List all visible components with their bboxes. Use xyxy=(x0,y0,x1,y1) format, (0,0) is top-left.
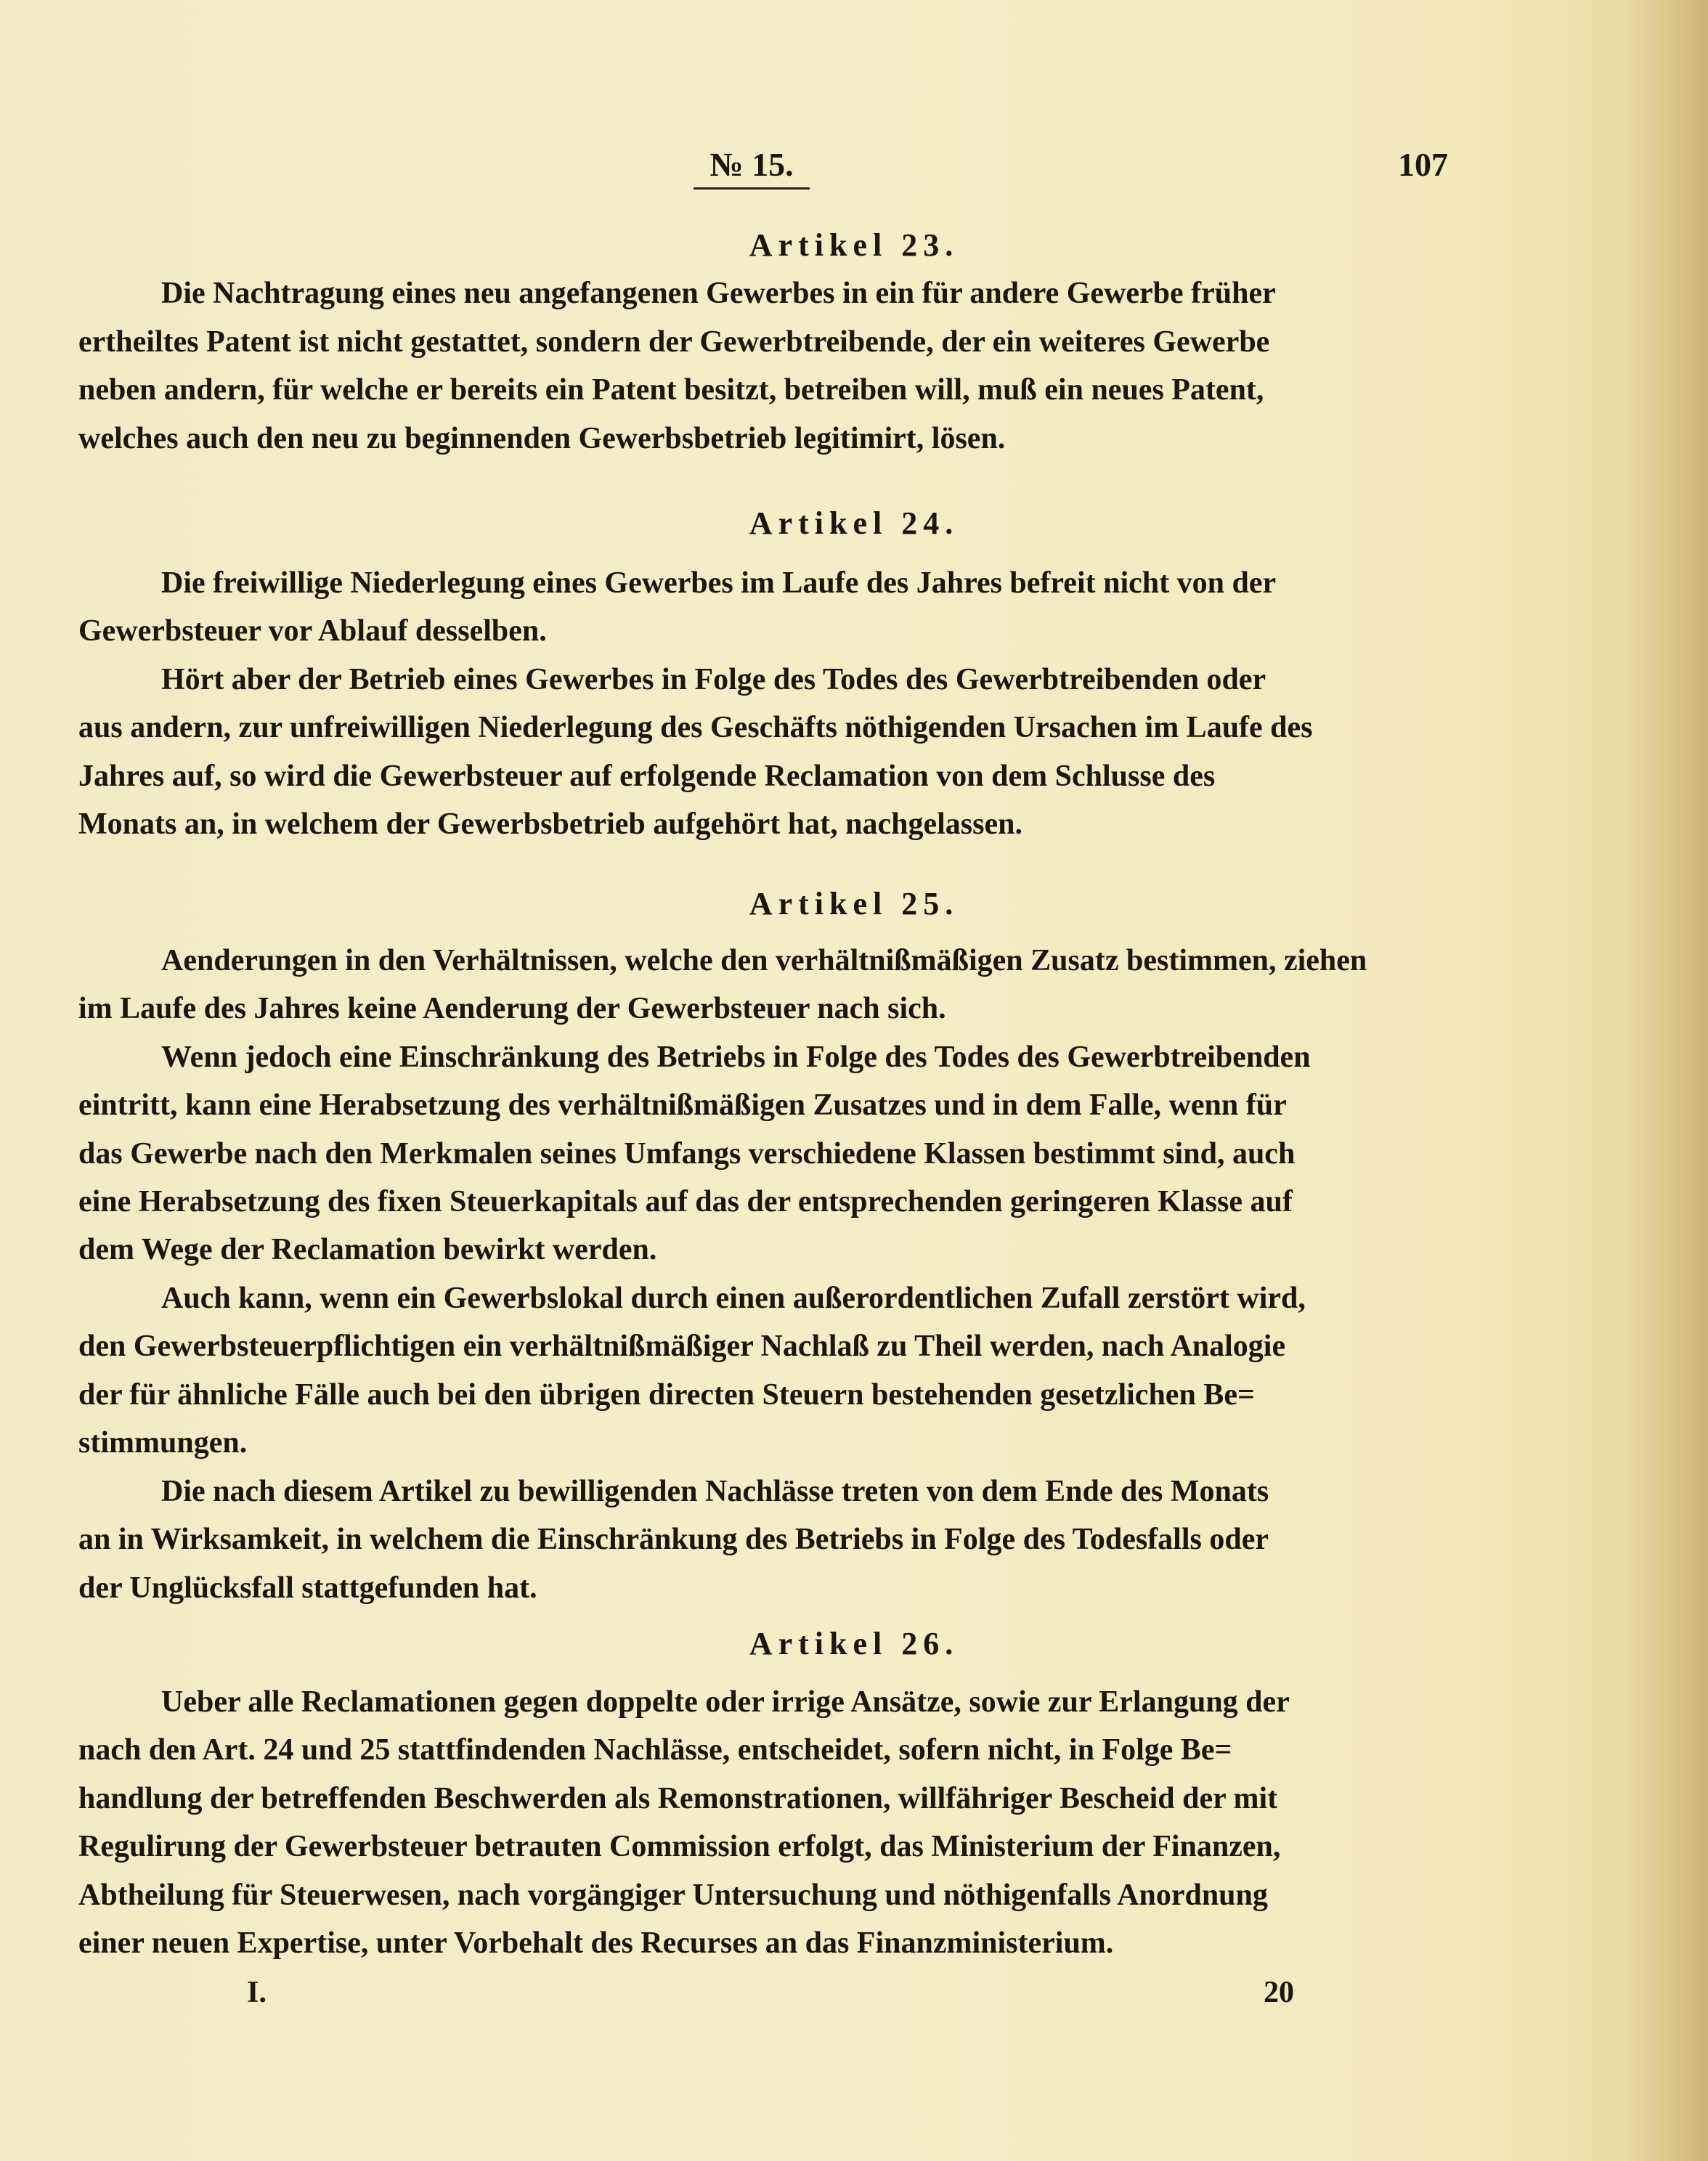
paragraph-line: Hört aber der Betrieb eines Gewerbes in Folge des Todes des Gewerbtreibenden oder xyxy=(161,663,1266,696)
issue-number: № 15. xyxy=(709,146,794,183)
paragraph-line: Auch kann, wenn ein Gewerbslokal durch einen außerordentlichen Zufall zerstört wird, xyxy=(161,1282,1306,1315)
header-rule xyxy=(694,187,810,190)
article-heading: Artikel 24. xyxy=(749,505,959,541)
paragraph-line: Abtheilung für Steuerwesen, nach vorgängiger Untersuchung und nöthigenfalls Anordnung xyxy=(78,1879,1268,1912)
paragraph-line: Jahres auf, so wird die Gewerbsteuer auf erfolgende Reclamation von dem Schlusse des xyxy=(78,760,1216,793)
paragraph-line: ertheiltes Patent ist nicht gestattet, sondern der Gewerbtreibende, der ein weiteres Gewerbe xyxy=(78,325,1270,359)
paragraph-line: Die freiwillige Niederlegung eines Gewerbes im Laufe des Jahres befreit nicht von der xyxy=(161,566,1277,600)
paragraph-line: der Unglücksfall stattgefunden hat. xyxy=(78,1571,537,1605)
paragraph-line: Regulirung der Gewerbsteuer betrauten Commission erfolgt, das Ministerium der Finanzen, xyxy=(78,1830,1281,1863)
paragraph-line: handlung der betreffenden Beschwerden als Remonstrationen, willfähriger Bescheid der mit xyxy=(78,1782,1278,1815)
signature-mark: I. xyxy=(247,1976,267,2009)
paragraph-line: Wenn jedoch eine Einschränkung des Betriebs in Folge des Todes des Gewerbtreibenden xyxy=(161,1041,1311,1074)
paragraph-line: Ueber alle Reclamationen gegen doppelte oder irrige Ansätze, sowie zur Erlangung der xyxy=(161,1685,1290,1719)
paragraph-line: im Laufe des Jahres keine Aenderung der Gewerbsteuer nach sich. xyxy=(78,992,946,1025)
paragraph-line: eintritt, kann eine Herabsetzung des verhältnißmäßigen Zusatzes und in dem Falle, wenn für xyxy=(78,1088,1287,1122)
article-heading: Artikel 25. xyxy=(749,886,959,921)
paragraph-line: Monats an, in welchem der Gewerbsbetrieb aufgehört hat, nachgelassen. xyxy=(78,807,1022,841)
page-number: 107 xyxy=(1398,146,1448,183)
paragraph-line: aus andern, zur unfreiwilligen Niederlegung des Geschäfts nöthigenden Ursachen im Laufe des xyxy=(78,711,1313,744)
paragraph-line: stimmungen. xyxy=(78,1426,248,1460)
paragraph-line: Die Nachtragung eines neu angefangenen Gewerbes in ein für andere Gewerbe früher xyxy=(161,277,1276,310)
paragraph-line: das Gewerbe nach den Merkmalen seines Umfangs verschiedene Klassen bestimmt sind, auch xyxy=(78,1137,1296,1171)
paragraph-line: dem Wege der Reclamation bewirkt werden. xyxy=(78,1233,657,1266)
paragraph-line: welches auch den neu zu beginnenden Gewerbsbetrieb legitimirt, lösen. xyxy=(78,422,1006,455)
sheet-number: 20 xyxy=(1264,1976,1294,2009)
paragraph-line: Aenderungen in den Verhältnissen, welche den verhältnißmäßigen Zusatz bestimmen, ziehen xyxy=(161,944,1367,977)
paragraph-line: der für ähnliche Fälle auch bei den übrigen directen Steuern bestehenden gesetzlichen Be= xyxy=(78,1378,1255,1412)
paragraph-line: neben andern, für welche er bereits ein Patent besitzt, betreiben will, muß ein neues Patent, xyxy=(78,373,1264,407)
paragraph-line: an in Wirksamkeit, in welchem die Einschränkung des Betriebs in Folge des Todesfalls oder xyxy=(78,1523,1269,1556)
paragraph-line: eine Herabsetzung des fixen Steuerkapitals auf das der entsprechenden geringeren Klasse auf xyxy=(78,1185,1293,1218)
paragraph-line: einer neuen Expertise, unter Vorbehalt des Recurses an das Finanzministerium. xyxy=(78,1926,1114,1960)
article-heading: Artikel 23. xyxy=(749,227,959,263)
paragraph-line: Gewerbsteuer vor Ablauf desselben. xyxy=(78,614,547,648)
paragraph-line: den Gewerbsteuerpflichtigen ein verhältnißmäßiger Nachlaß zu Theil werden, nach Analogie xyxy=(78,1330,1286,1363)
paragraph-line: Die nach diesem Artikel zu bewilligenden Nachlässe treten von dem Ende des Monats xyxy=(161,1475,1269,1508)
article-heading: Artikel 26. xyxy=(749,1626,959,1661)
paragraph-line: nach den Art. 24 und 25 stattfindenden Nachlässe, entscheidet, sofern nicht, in Folge Be= xyxy=(78,1733,1232,1767)
